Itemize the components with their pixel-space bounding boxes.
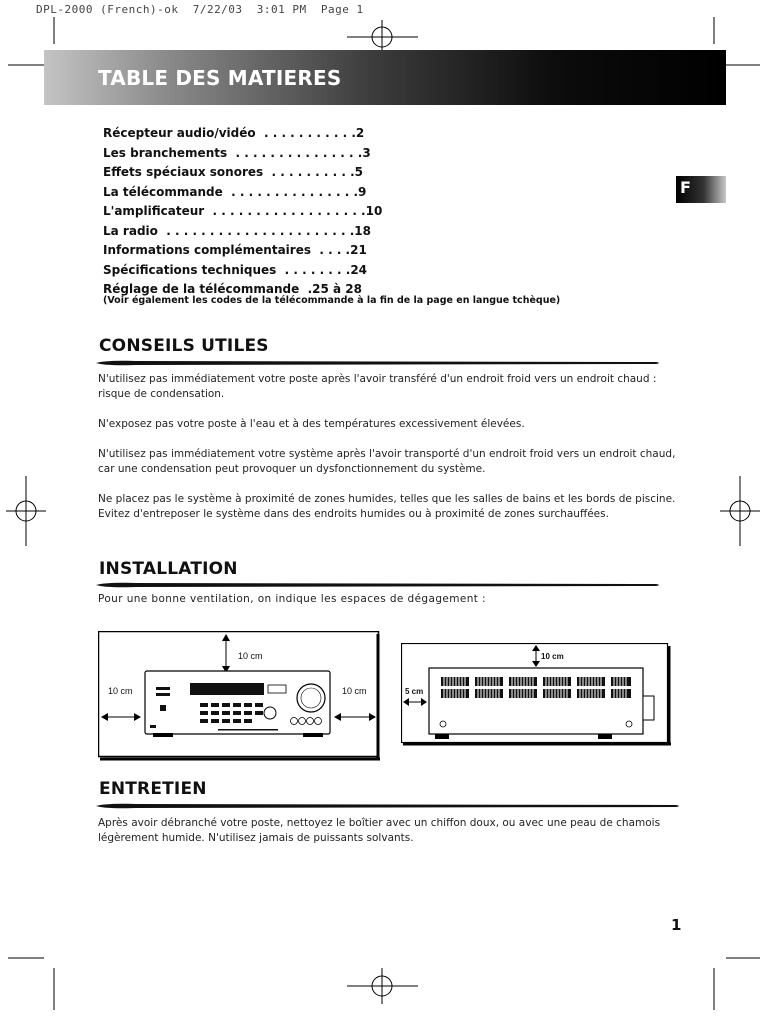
front-right-clearance: 10 cm [342, 686, 367, 696]
toc-item: Récepteur audio/vidéo . . . . . . . . . . .2 [103, 126, 365, 140]
toc-item: L'amplificateur . . . . . . . . . . . . . . . . . .10 [103, 204, 383, 218]
heading-rule [96, 360, 666, 366]
toc-item: Spécifications techniques . . . . . . . .24 [103, 262, 368, 277]
heading-rule [96, 803, 686, 809]
toc-item: Informations complémentaires . . . .21 [103, 243, 367, 257]
table-of-contents [103, 124, 560, 307]
page-title: TABLE DES MATIERES [98, 66, 342, 90]
heading-rule [96, 582, 666, 588]
section-heading-entretien: ENTRETIEN [99, 779, 207, 799]
toc-item: Réglage de la télécommande .25 à 28 [103, 282, 363, 296]
installation-intro: Pour une bonne ventilation, on indique les espaces de dégagement : [98, 593, 486, 605]
side-left-clearance: 5 cm [405, 687, 424, 696]
page-number: 1 [671, 916, 682, 934]
paragraph: N'utilisez pas immédiatement votre système après l'avoir transporté d'un endroit froid vers un endroit chaud, car une condensation peut provoquer un dysfonctionnement du système. [98, 448, 676, 475]
paragraph: Ne placez pas le système à proximité de zones humides, telles que les salles de bains et les bords de piscine. Evitez d'entreposer le système dans des endroits humides ou à proximité de zones surchauffées. [98, 493, 676, 520]
toc-item: Les branchements . . . . . . . . . . . . . . .3 [103, 145, 371, 160]
toc-item: La radio . . . . . . . . . . . . . . . . . . . . . .18 [103, 223, 371, 238]
toc-note: (Voir également les codes de la télécommande à la fin de la page en langue tchèque) [103, 294, 561, 306]
language-tab-letter: F [680, 178, 691, 197]
paragraph: N'exposez pas votre poste à l'eau et à des températures excessivement élevées. [98, 418, 525, 430]
toc-item: La télécommande . . . . . . . . . . . . . . .9 [103, 184, 367, 199]
side-clearance-diagram [401, 643, 673, 747]
front-top-clearance: 10 cm [238, 651, 263, 661]
section-heading-conseils: CONSEILS UTILES [99, 336, 269, 356]
side-top-clearance: 10 cm [541, 652, 564, 661]
entretien-text: Après avoir débranché votre poste, nettoyez le boîtier avec un chiffon doux, ou avec une peau de chamois légèrement humide. N'utilisez jamais de puissants solvants. [98, 817, 661, 844]
paragraph: N'utilisez pas immédiatement votre poste après l'avoir transféré d'un endroit froid vers un endroit chaud : risque de condensation. [98, 373, 657, 400]
print-slug: DPL-2000 (French)-ok 7/22/03 3:01 PM Page 1 [36, 3, 364, 16]
toc-item: Effets spéciaux sonores . . . . . . . . . .5 [103, 165, 364, 179]
section-heading-installation: INSTALLATION [99, 559, 238, 579]
front-clearance-diagram [98, 631, 380, 762]
front-left-clearance: 10 cm [108, 686, 133, 696]
